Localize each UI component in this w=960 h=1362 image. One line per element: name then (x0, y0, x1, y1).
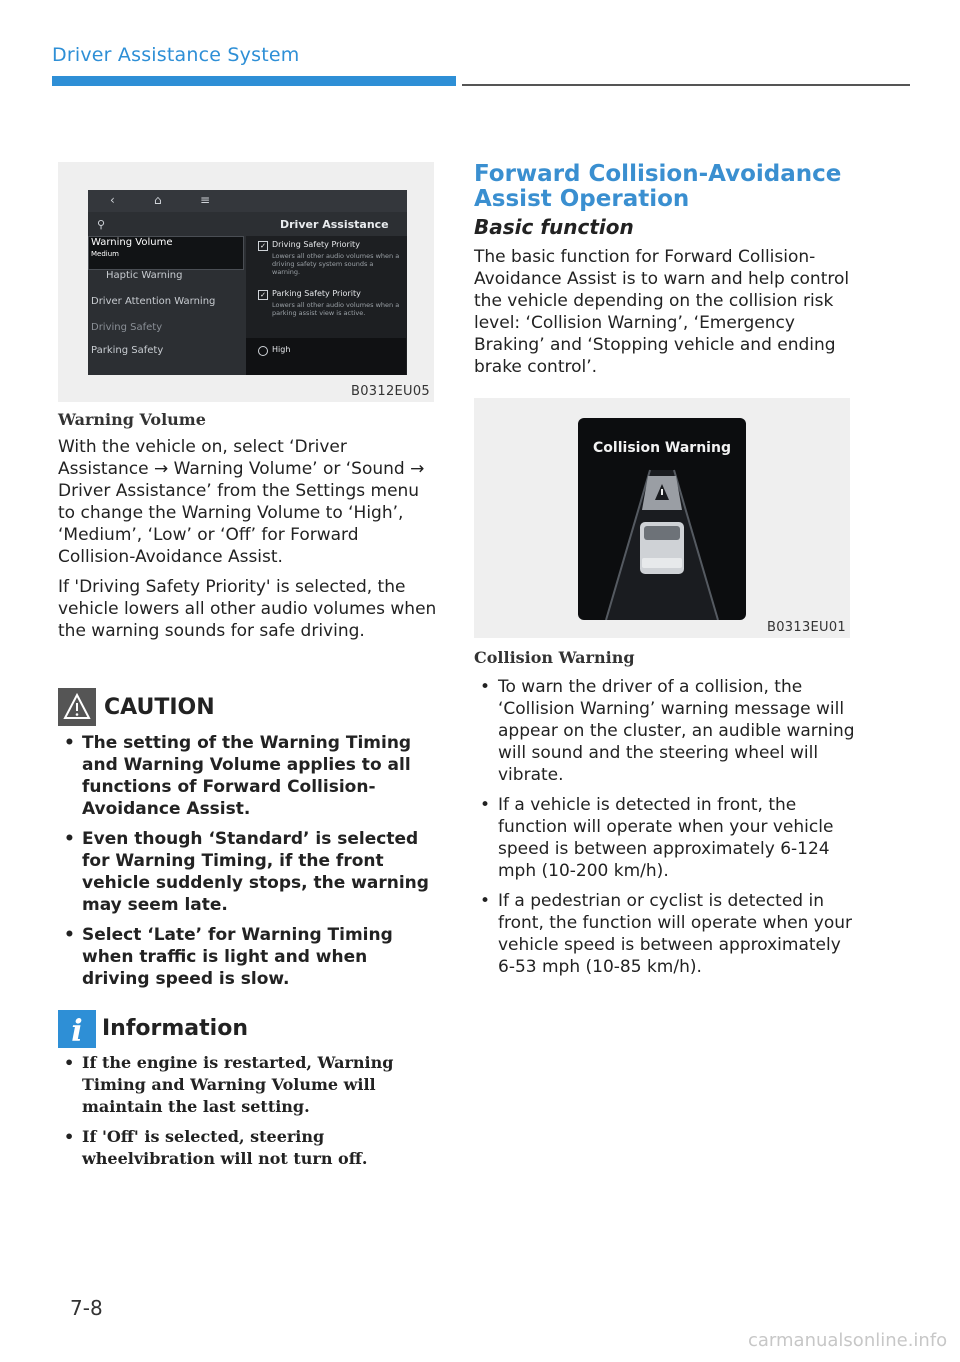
paragraph: If 'Driving Safety Priority' is selected, the vehicle lowers all other audio volumes when the warning sounds for safe driving. (58, 577, 437, 641)
warning-triangle-icon (58, 688, 96, 726)
caution-title: CAUTION (104, 695, 215, 720)
list-item: • To warn the driver of a collision, the ‘Collision Warning’ warning message will appear on the cluster, an audible warning will sound and the steering wheel will vibrate. (474, 676, 858, 786)
menu-icon: ≡ (200, 193, 211, 207)
info-item: • If the engine is restarted, Warning Timing and Warning Volume will maintain the last setting. (58, 1052, 438, 1118)
checkbox-checked-icon: ✓ (258, 241, 268, 251)
caution-item: • The setting of the Warning Timing and Warning Volume applies to all functions of Forward Collision-Avoidance Assist. (58, 732, 438, 820)
road-lanes-graphic (578, 418, 746, 620)
search-icon: ⚲ (97, 218, 106, 231)
left-item-parking-safety: Parking Safety (91, 345, 164, 356)
paragraph: With the vehicle on, select ‘Driver Assistance → Warning Volume’ or ‘Sound → Driver Assistance’ from the Settings menu to change the Warning Volume to ‘High’, ‘Medium’, ‘Low’ or ‘Off’ for Forward Collision-Avoidance Assist. (58, 437, 425, 567)
info-icon (58, 1010, 96, 1048)
warning-volume-body (58, 436, 438, 650)
caution-item: • Select ‘Late’ for Warning Timing when traffic is light and when driving speed is slow. (58, 924, 438, 990)
basic-function-body (474, 246, 854, 386)
caution-list (58, 732, 438, 998)
paragraph: The basic function for Forward Collision-Avoidance Assist is to warn and help control the vehicle depending on the collision risk level: ‘Collision Warning’, ‘Emergency Braking’ and ‘Stopping vehicle and ending brake control’. (474, 247, 850, 377)
figure-code: B0312EU05 (351, 384, 430, 399)
info-badge (58, 1010, 96, 1048)
section-heading-line: Forward Collision-Avoidance (474, 161, 842, 187)
checkbox-checked-icon: ✓ (258, 290, 268, 300)
left-item-haptic: Haptic Warning (106, 270, 183, 281)
left-item-value: Medium (91, 250, 119, 258)
figure-code: B0313EU01 (767, 620, 846, 635)
option-desc: Lowers all other audio volumes when a parking assist view is active. (272, 301, 400, 317)
info-title: Information (102, 1016, 248, 1041)
back-icon: ‹ (110, 193, 115, 207)
caution-badge (58, 688, 96, 726)
chapter-accent-bar (52, 76, 456, 86)
chapter-title: Driver Assistance System (52, 44, 300, 66)
option-desc: Lowers all other audio volumes when a driving safety system sounds a warning. (272, 252, 400, 276)
settings-screenshot (88, 190, 407, 375)
screen-title: Driver Assistance (280, 218, 389, 231)
volume-popup (246, 338, 406, 375)
home-icon: ⌂ (154, 193, 162, 207)
collision-warning-list (474, 676, 858, 986)
page-number: 7-8 (70, 1296, 103, 1320)
watermark: carmanualsonline.info (748, 1330, 948, 1351)
warning-volume-heading: Warning Volume (58, 410, 206, 429)
left-item-driver-attention: Driver Attention Warning (91, 296, 216, 307)
svg-text:i: i (71, 1014, 83, 1048)
list-item: • If a pedestrian or cyclist is detected in front, the function will operate when your vehicle speed is between approximately 6-53 mph (10-85 km/h). (474, 890, 858, 978)
left-item-driving-safety: Driving Safety (91, 322, 163, 333)
subheading: Basic function (474, 215, 634, 239)
cluster-message: Collision Warning (593, 440, 731, 456)
cluster-screenshot (578, 418, 746, 620)
option-driving-safety-priority: Driving Safety Priority (272, 240, 360, 249)
caution-item: • Even though ‘Standard’ is selected for Warning Timing, if the front vehicle suddenly stops, the warning may seem late. (58, 828, 438, 916)
info-list (58, 1052, 438, 1178)
section-heading (474, 162, 894, 212)
popup-option-high: High (272, 345, 291, 354)
option-parking-safety-priority: Parking Safety Priority (272, 289, 361, 298)
screen-topbar (88, 190, 407, 212)
list-item: • If a vehicle is detected in front, the function will operate when your vehicle speed is between approximately 6-124 mph (10-200 km/h). (474, 794, 858, 882)
header-rule (462, 84, 910, 86)
left-item-warning-volume: Warning Volume (91, 237, 173, 248)
collision-warning-heading: Collision Warning (474, 648, 635, 667)
info-item: • If 'Off' is selected, steering wheelvibration will not turn off. (58, 1126, 438, 1170)
section-heading-line: Assist Operation (474, 186, 690, 212)
radio-icon (258, 346, 268, 356)
